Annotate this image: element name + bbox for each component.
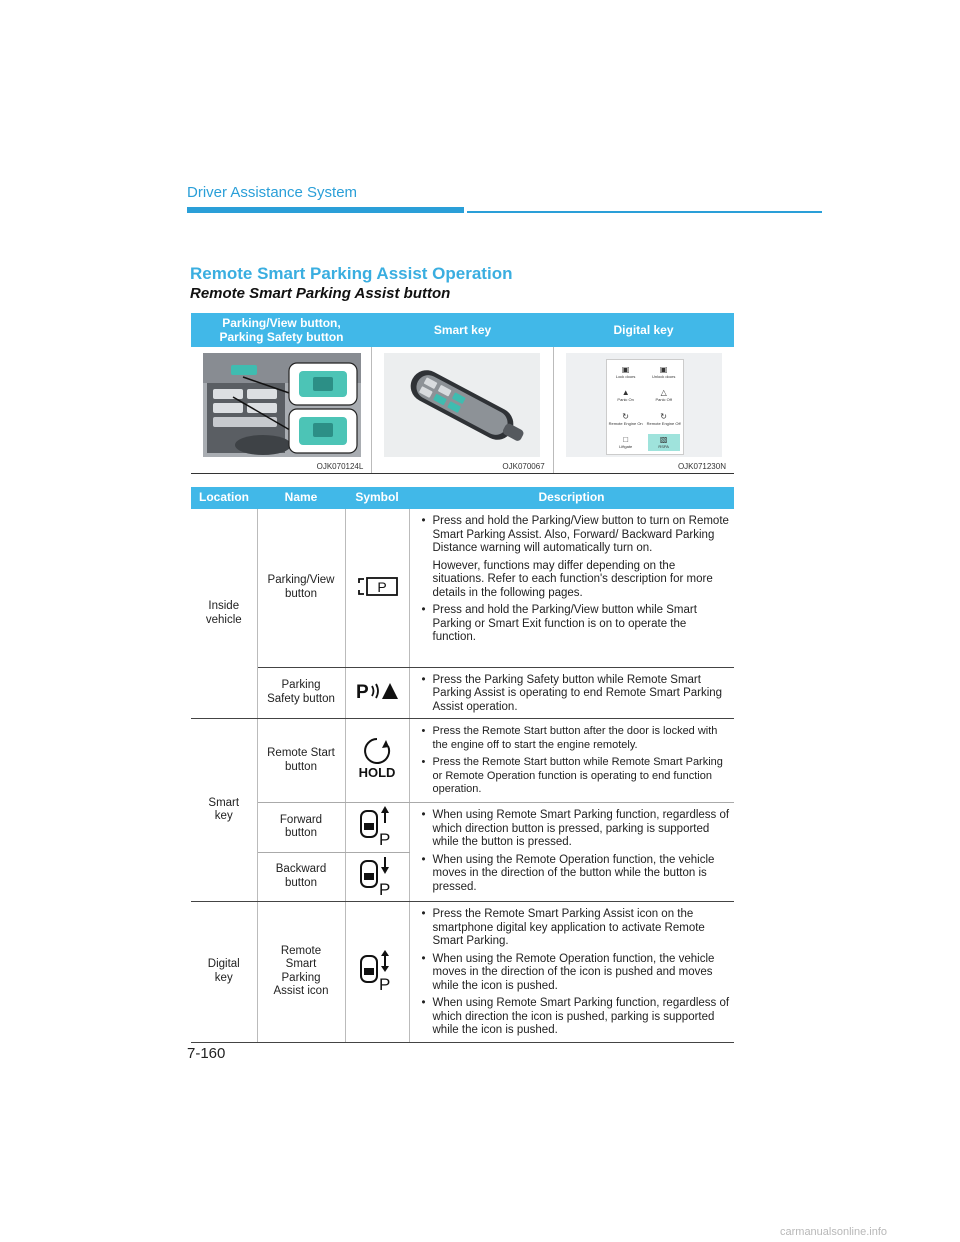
image-table-header xyxy=(191,313,734,347)
remote-start-symbol xyxy=(345,719,409,803)
table-row xyxy=(191,803,734,853)
name-remote-start-button: Remote Start button xyxy=(257,719,345,803)
header-rule-thin xyxy=(467,211,822,213)
rspa-icon: ▧ RSPA xyxy=(648,434,680,452)
svg-text:P: P xyxy=(379,974,391,992)
header-rule-thick xyxy=(187,207,464,213)
image-table xyxy=(191,313,734,474)
description-parking-safety xyxy=(409,667,734,719)
console-image xyxy=(203,353,361,457)
bullet: • Press the Remote Start button after the door is locked with the engine off to start the engine remotely. xyxy=(422,725,731,752)
remote-engine-off-icon: ↻ Remote Engine Off xyxy=(646,411,681,426)
svg-text:P: P xyxy=(356,681,369,703)
bullet: • Press the Parking Safety button while Remote Smart Parking Assist is operating to end Remote Smart Parking Assist operation. xyxy=(422,674,731,715)
location-inside-vehicle: Inside vehicle xyxy=(191,509,257,719)
liftgate-icon: □ Liftgate xyxy=(619,435,633,450)
page-number: 7-160 xyxy=(187,1045,226,1062)
header-smart-key: Smart key xyxy=(433,323,492,337)
table-row xyxy=(191,509,734,667)
bidirectional-arrow-icon xyxy=(355,948,399,992)
page-title: Remote Smart Parking Assist Operation xyxy=(190,264,513,283)
svg-text:P: P xyxy=(379,879,391,897)
watermark: carmanualsonline.info xyxy=(780,1226,888,1238)
digital-key-image-cell xyxy=(554,347,734,473)
bullet: • Press the Remote Smart Parking Assist icon on the smartphone digital key application to activate Remote Smart Parking. xyxy=(422,908,731,949)
description-direction-buttons xyxy=(409,803,734,902)
parking-safety-symbol xyxy=(345,667,409,719)
description-parking-view xyxy=(409,509,734,667)
image-code-digital-key: OJK071230N xyxy=(677,462,726,471)
table-row xyxy=(191,719,734,803)
table-row xyxy=(191,902,734,1043)
header-symbol: Symbol xyxy=(345,487,409,509)
location-smart-key: Smart key xyxy=(191,719,257,902)
table-row xyxy=(191,667,734,719)
bullet: • When using the Remote Operation function, the vehicle moves in the direction of the icon is pushed and moves while the icon is pushed. xyxy=(422,953,731,994)
bullet: • When using Remote Smart Parking function, regardless of which direction button is pressed, parking is supported while the button is pressed. xyxy=(422,809,731,850)
name-backward-button: Backward button xyxy=(257,852,345,902)
note: However, functions may differ depending on the situations. Refer to each function's description for more details in the following pages. xyxy=(432,559,713,599)
description-rspa-icon xyxy=(409,902,734,1043)
rspa-symbol xyxy=(345,902,409,1043)
lock-doors-icon: ▣ Lock doors xyxy=(615,364,636,379)
forward-symbol xyxy=(345,803,409,853)
name-parking-view-button: Parking/View button xyxy=(257,509,345,667)
hold-icon xyxy=(353,735,401,781)
svg-text:P: P xyxy=(377,578,387,595)
smart-key-image-cell xyxy=(372,347,553,473)
name-parking-safety-button: Parking Safety button xyxy=(257,667,345,719)
forward-arrow-icon xyxy=(355,803,399,847)
header-digital-key: Digital key xyxy=(613,323,674,337)
bullet: • When using the Remote Operation function, the vehicle moves in the direction of the button while the button is pressed. xyxy=(422,854,731,895)
bullet: • When using Remote Smart Parking function, regardless of which direction the icon is pushed, parking is supported while the icon is pushed. xyxy=(422,997,731,1038)
panic-off-icon: △ Panic Off xyxy=(655,388,672,403)
name-forward-button: Forward button xyxy=(257,803,345,853)
name-rspa-icon: Remote Smart Parking Assist icon xyxy=(257,902,345,1043)
panic-on-icon: ▲ Panic On xyxy=(617,388,634,403)
remote-engine-on-icon: ↻ Remote Engine On xyxy=(608,411,643,426)
description-table-header xyxy=(191,487,734,509)
backward-arrow-icon xyxy=(355,853,399,897)
description-table xyxy=(191,487,734,1043)
header-parking-view: Parking/View button, Parking Safety button xyxy=(219,316,344,344)
console-image-cell xyxy=(191,347,372,473)
unlock-doors-icon: ▣ Unlock doors xyxy=(651,364,676,379)
header-name: Name xyxy=(257,487,345,509)
page-subtitle: Remote Smart Parking Assist button xyxy=(190,285,451,302)
location-digital-key: Digital key xyxy=(191,902,257,1043)
image-code-console: OJK070124L xyxy=(316,462,364,471)
svg-text:P: P xyxy=(379,830,391,847)
parking-safety-icon xyxy=(354,679,400,703)
bullet: • Press the Remote Start button while Remote Smart Parking or Remote Operation function is operating to end function operation. xyxy=(422,756,731,797)
header-description: Description xyxy=(409,487,734,509)
image-code-smart-key: OJK070067 xyxy=(502,462,545,471)
svg-text:HOLD: HOLD xyxy=(358,765,396,781)
section-header: Driver Assistance System xyxy=(187,184,358,201)
bullet: • Press and hold the Parking/View button to turn on Remote Smart Parking Assist. Also, Forward/ Backward Parking Distance warning will automatically turn on. xyxy=(422,515,731,556)
description-remote-start xyxy=(409,719,734,803)
parking-view-icon xyxy=(353,573,401,599)
image-row xyxy=(191,347,734,474)
digital-key-image xyxy=(566,353,722,457)
header-location: Location xyxy=(191,487,257,509)
parking-view-symbol xyxy=(345,509,409,667)
backward-symbol xyxy=(345,852,409,902)
bullet: • Press and hold the Parking/View button while Smart Parking or Smart Exit function is on to operate the function. xyxy=(422,604,731,645)
smart-key-image xyxy=(384,353,540,457)
